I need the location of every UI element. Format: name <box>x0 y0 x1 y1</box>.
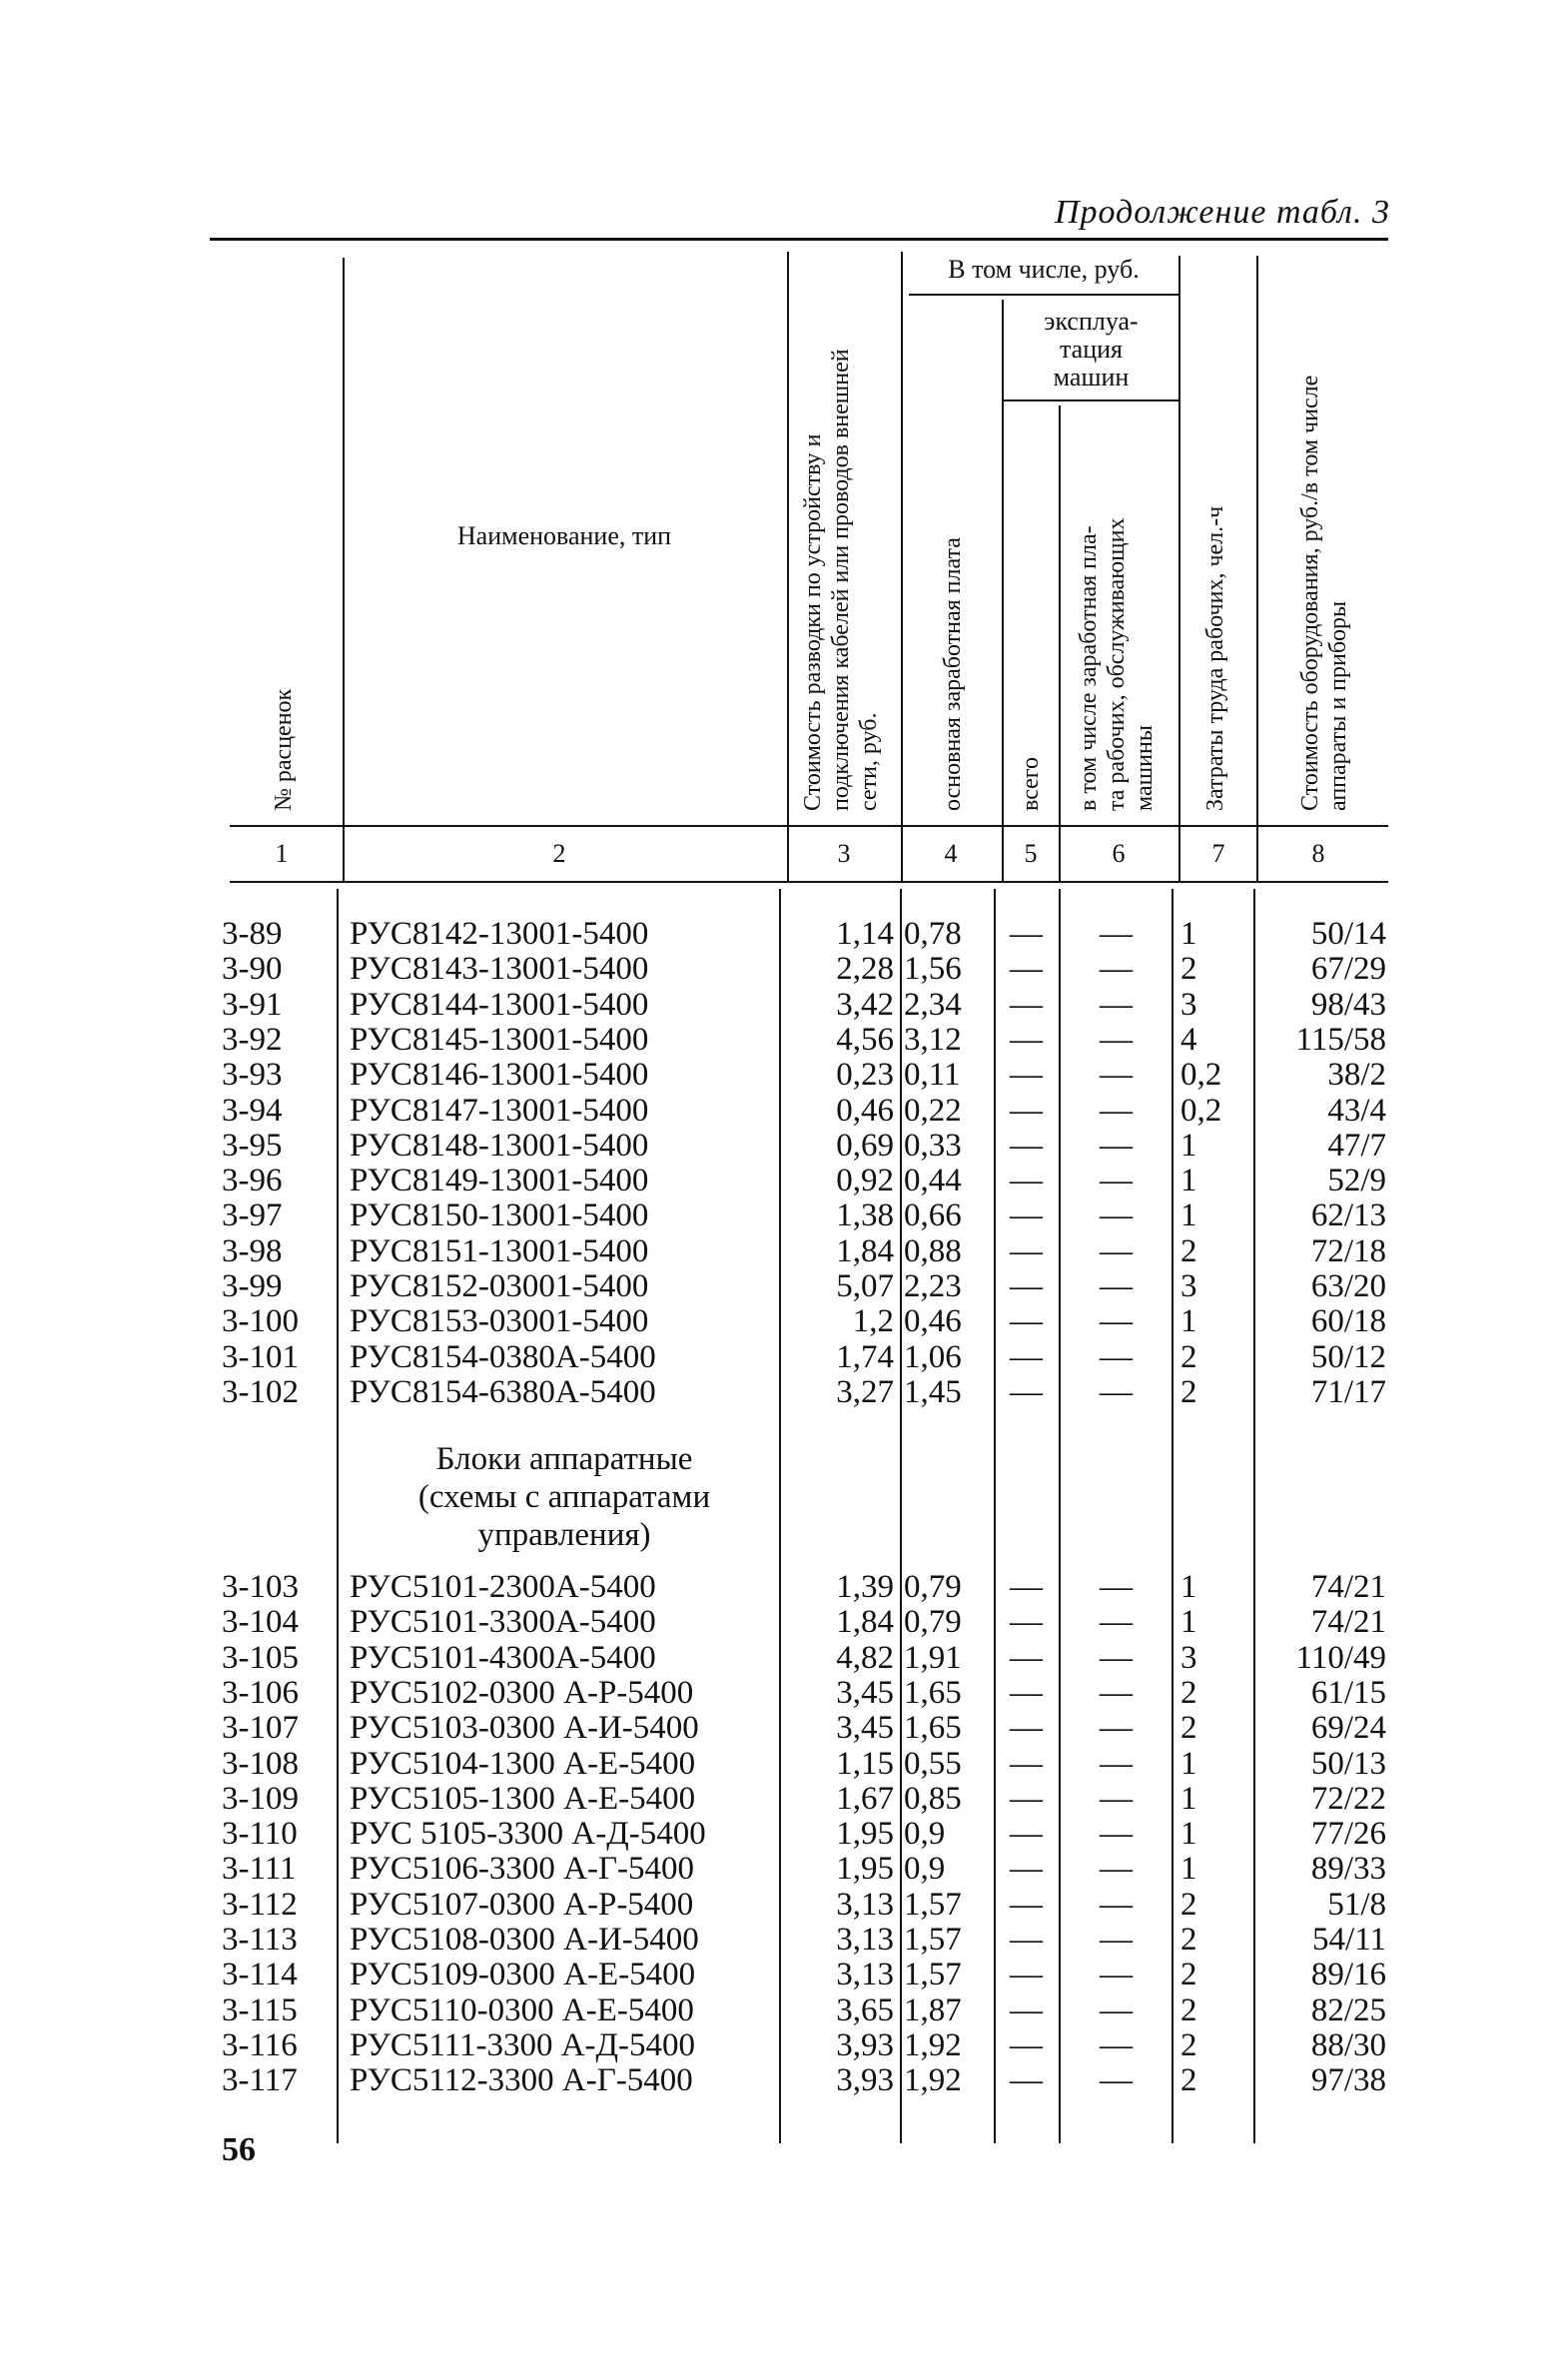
cell-c6: — <box>1100 1674 1133 1711</box>
cell-c6: — <box>1100 1057 1133 1094</box>
cell-c3: 3,13 <box>836 1957 894 1993</box>
row-number: 3-89 <box>222 916 283 952</box>
row-number: 3-98 <box>222 1232 283 1269</box>
cell-c4: 0,55 <box>904 1745 962 1782</box>
cell-c5: — <box>1010 1745 1043 1782</box>
cell-c4: 1,87 <box>904 1991 962 2028</box>
colnum-bottom-rule <box>230 881 1388 883</box>
row-name: РУС8151-13001-5400 <box>350 1232 649 1269</box>
cell-c3: 3,65 <box>836 1991 894 2028</box>
row-name: РУС5106-3300 А-Г-5400 <box>350 1851 695 1888</box>
cell-c8: 50/14 <box>1310 916 1386 952</box>
cell-c5: — <box>1010 1957 1043 1993</box>
cell-c7: 1 <box>1180 1745 1197 1782</box>
cell-c3: 3,13 <box>836 1886 894 1923</box>
cell-c7: 2 <box>1180 1957 1197 1993</box>
row-number: 3-105 <box>222 1639 299 1676</box>
cell-c5: — <box>1010 1303 1043 1340</box>
colnum-6: 6 <box>1112 839 1126 868</box>
cell-c6: — <box>1100 1851 1133 1888</box>
cell-c3: 2,28 <box>836 951 894 988</box>
row-name: РУС8144-13001-5400 <box>350 986 649 1023</box>
cell-c3: 0,92 <box>836 1163 894 1199</box>
cell-c3: 1,95 <box>836 1851 894 1888</box>
cell-c4: 2,23 <box>904 1268 962 1304</box>
cell-c5: — <box>1010 2062 1043 2099</box>
row-name: РУС5109-0300 А-Е-5400 <box>350 1957 696 1993</box>
row-number: 3-110 <box>222 1816 298 1853</box>
cell-c8: 97/38 <box>1310 2062 1386 2099</box>
cell-c8: 98/43 <box>1310 986 1386 1023</box>
cell-c3: 1,67 <box>836 1780 894 1817</box>
cell-c5: — <box>1010 1197 1043 1234</box>
cell-c6: — <box>1100 951 1133 988</box>
row-number: 3-99 <box>222 1268 283 1304</box>
cell-c3: 1,39 <box>836 1569 894 1605</box>
row-name: РУС5101-4300А-5400 <box>350 1639 656 1676</box>
header-divider-6 <box>1178 256 1180 881</box>
cell-c3: 1,14 <box>836 916 894 952</box>
cell-c6: — <box>1100 1816 1133 1853</box>
cell-c4: 0,9 <box>904 1851 946 1888</box>
cell-c6: — <box>1100 1745 1133 1782</box>
cell-c4: 0,78 <box>904 916 962 952</box>
row-number: 3-101 <box>222 1338 299 1375</box>
row-name: РУС8145-13001-5400 <box>350 1021 649 1058</box>
cell-c4: 0,33 <box>904 1127 962 1164</box>
cell-c7: 2 <box>1180 1338 1197 1375</box>
cell-c3: 1,84 <box>836 1232 894 1269</box>
cell-c6: — <box>1100 1710 1133 1747</box>
cell-c4: 0,66 <box>904 1197 962 1234</box>
header-col8: Стоимость оборудования, руб./в том числе аппараты и приборы <box>1297 375 1351 811</box>
cell-c6: — <box>1100 916 1133 952</box>
cell-c7: 2 <box>1180 1674 1197 1711</box>
cell-c3: 1,15 <box>836 1745 894 1782</box>
cell-c3: 0,69 <box>836 1127 894 1164</box>
cell-c7: 2 <box>1180 951 1197 988</box>
cell-c5: — <box>1010 1373 1043 1410</box>
cell-c8: 74/21 <box>1310 1569 1386 1605</box>
cell-c5: — <box>1010 1127 1043 1164</box>
row-name: РУС5105-1300 А-Е-5400 <box>350 1780 696 1817</box>
cell-c3: 0,46 <box>836 1092 894 1129</box>
cell-c8: 77/26 <box>1310 1816 1386 1853</box>
cell-c3: 5,07 <box>836 1268 894 1304</box>
row-name: РУС5104-1300 А-Е-5400 <box>350 1745 696 1782</box>
table-top-rule <box>210 238 1388 241</box>
cell-c7: 3 <box>1180 1639 1197 1676</box>
table-caption: Продолжение табл. 3 <box>1054 194 1390 231</box>
cell-c6: — <box>1100 1922 1133 1958</box>
cell-c5: — <box>1010 1851 1043 1888</box>
cell-c8: 82/25 <box>1310 1991 1386 2028</box>
cell-c5: — <box>1010 2026 1043 2063</box>
cell-c8: 74/21 <box>1310 1604 1386 1641</box>
row-number: 3-100 <box>222 1303 299 1340</box>
cell-c6: — <box>1100 1991 1133 2028</box>
cell-c8: 89/33 <box>1310 1851 1386 1888</box>
cell-c8: 43/4 <box>1327 1092 1386 1129</box>
header-col6: в том числе заработная пла- та рабочих, обслуживающих машины <box>1076 517 1158 811</box>
cell-c5: — <box>1010 951 1043 988</box>
cell-c7: 1 <box>1180 1604 1197 1641</box>
cell-c3: 4,82 <box>836 1639 894 1676</box>
row-number: 3-104 <box>222 1604 299 1641</box>
header-group: В том числе, руб. <box>948 255 1140 284</box>
cell-c8: 60/18 <box>1310 1303 1386 1340</box>
cell-c4: 0,44 <box>904 1163 962 1199</box>
cell-c7: 1 <box>1180 1780 1197 1817</box>
colnum-3: 3 <box>837 839 851 868</box>
body-divider-3 <box>900 889 902 2143</box>
cell-c3: 3,93 <box>836 2062 894 2099</box>
cell-c7: 2 <box>1180 1232 1197 1269</box>
header-bottom-rule <box>230 825 1388 827</box>
group-rule <box>909 294 1178 296</box>
subgroup-rule <box>1002 399 1178 401</box>
row-name: РУС8152-03001-5400 <box>350 1268 649 1304</box>
row-name: РУС5103-0300 А-И-5400 <box>350 1710 699 1747</box>
cell-c8: 115/58 <box>1295 1021 1386 1058</box>
cell-c8: 51/8 <box>1327 1886 1386 1923</box>
cell-c7: 1 <box>1180 1816 1197 1853</box>
row-name: РУС8150-13001-5400 <box>350 1197 649 1234</box>
cell-c7: 1 <box>1180 1163 1197 1199</box>
cell-c4: 1,65 <box>904 1674 962 1711</box>
cell-c7: 2 <box>1180 2026 1197 2063</box>
cell-c8: 89/16 <box>1310 1957 1386 1993</box>
header-col2: Наименование, тип <box>456 521 672 550</box>
row-number: 3-92 <box>222 1021 283 1058</box>
row-name: РУС8143-13001-5400 <box>350 951 649 988</box>
cell-c5: — <box>1010 1057 1043 1094</box>
cell-c8: 63/20 <box>1310 1268 1386 1304</box>
cell-c8: 88/30 <box>1310 2026 1386 2063</box>
cell-c6: — <box>1100 1127 1133 1164</box>
cell-c6: — <box>1100 1232 1133 1269</box>
row-number: 3-107 <box>222 1710 299 1747</box>
cell-c3: 1,38 <box>836 1197 894 1234</box>
cell-c4: 3,12 <box>904 1021 962 1058</box>
cell-c7: 2 <box>1180 1922 1197 1958</box>
cell-c6: — <box>1100 986 1133 1023</box>
row-name: РУС5102-0300 А-Р-5400 <box>350 1674 694 1711</box>
cell-c7: 1 <box>1180 1851 1197 1888</box>
cell-c8: 54/11 <box>1312 1922 1386 1958</box>
cell-c5: — <box>1010 1092 1043 1129</box>
section-title: Блоки аппаратные (схемы с аппаратами управления) <box>417 1441 711 1553</box>
cell-c3: 3,45 <box>836 1710 894 1747</box>
cell-c4: 1,65 <box>904 1710 962 1747</box>
cell-c7: 2 <box>1180 1710 1197 1747</box>
row-number: 3-95 <box>222 1127 283 1164</box>
page-number: 56 <box>222 2131 256 2168</box>
cell-c3: 4,56 <box>836 1021 894 1058</box>
cell-c4: 0,9 <box>904 1816 946 1853</box>
cell-c5: — <box>1010 1922 1043 1958</box>
cell-c5: — <box>1010 1816 1043 1853</box>
cell-c8: 52/9 <box>1327 1163 1386 1199</box>
cell-c7: 2 <box>1180 1991 1197 2028</box>
colnum-5: 5 <box>1024 839 1038 868</box>
row-name: РУС8154-0380А-5400 <box>350 1338 656 1375</box>
cell-c6: — <box>1100 1886 1133 1923</box>
row-number: 3-91 <box>222 986 283 1023</box>
cell-c6: — <box>1100 1197 1133 1234</box>
cell-c8: 71/17 <box>1310 1373 1386 1410</box>
cell-c7: 3 <box>1180 986 1197 1023</box>
cell-c5: — <box>1010 1886 1043 1923</box>
row-name: РУС8142-13001-5400 <box>350 916 649 952</box>
cell-c6: — <box>1100 2026 1133 2063</box>
row-number: 3-112 <box>222 1886 298 1923</box>
cell-c7: 0,2 <box>1180 1057 1222 1094</box>
cell-c6: — <box>1100 1569 1133 1605</box>
cell-c6: — <box>1100 1957 1133 1993</box>
cell-c7: 3 <box>1180 1268 1197 1304</box>
row-number: 3-117 <box>222 2062 298 2099</box>
cell-c7: 1 <box>1180 1569 1197 1605</box>
cell-c6: — <box>1100 1338 1133 1375</box>
row-name: РУС5101-2300А-5400 <box>350 1569 656 1605</box>
cell-c8: 67/29 <box>1310 951 1386 988</box>
cell-c4: 1,57 <box>904 1886 962 1923</box>
row-name: РУС8148-13001-5400 <box>350 1127 649 1164</box>
cell-c5: — <box>1010 1991 1043 2028</box>
cell-c3: 3,45 <box>836 1674 894 1711</box>
cell-c5: — <box>1010 1232 1043 1269</box>
row-name: РУС5111-3300 А-Д-5400 <box>350 2026 696 2063</box>
cell-c3: 0,23 <box>836 1057 894 1094</box>
header-subgroup: эксплуа- тация машин <box>1044 307 1139 392</box>
cell-c4: 0,11 <box>904 1057 961 1094</box>
row-name: РУС8146-13001-5400 <box>350 1057 649 1094</box>
row-name: РУС8153-03001-5400 <box>350 1303 649 1340</box>
body-divider-5 <box>1059 889 1061 2143</box>
cell-c3: 3,42 <box>836 986 894 1023</box>
cell-c7: 2 <box>1180 2062 1197 2099</box>
cell-c8: 62/13 <box>1310 1197 1386 1234</box>
header-col5: всего <box>1018 756 1044 811</box>
header-col1: № расценок <box>271 688 297 811</box>
cell-c8: 50/13 <box>1310 1745 1386 1782</box>
cell-c6: — <box>1100 1639 1133 1676</box>
cell-c6: — <box>1100 1303 1133 1340</box>
cell-c3: 1,95 <box>836 1816 894 1853</box>
cell-c6: — <box>1100 1373 1133 1410</box>
row-number: 3-108 <box>222 1745 299 1782</box>
cell-c7: 1 <box>1180 916 1197 952</box>
row-number: 3-103 <box>222 1569 299 1605</box>
cell-c3: 1,84 <box>836 1604 894 1641</box>
row-number: 3-113 <box>222 1922 298 1958</box>
cell-c6: — <box>1100 1780 1133 1817</box>
cell-c4: 0,88 <box>904 1232 962 1269</box>
colnum-1: 1 <box>275 839 289 868</box>
cell-c4: 1,57 <box>904 1922 962 1958</box>
cell-c6: — <box>1100 1604 1133 1641</box>
cell-c4: 0,22 <box>904 1092 962 1129</box>
header-col4: основная заработная плата <box>940 537 966 811</box>
cell-c5: — <box>1010 1780 1043 1817</box>
cell-c4: 0,79 <box>904 1569 962 1605</box>
body-divider-4 <box>994 889 996 2143</box>
cell-c3: 1,2 <box>852 1303 894 1340</box>
cell-c6: — <box>1100 1268 1133 1304</box>
cell-c8: 38/2 <box>1327 1057 1386 1094</box>
cell-c7: 0,2 <box>1180 1092 1222 1129</box>
cell-c7: 4 <box>1180 1021 1197 1058</box>
cell-c4: 1,06 <box>904 1338 962 1375</box>
cell-c4: 1,57 <box>904 1957 962 1993</box>
row-name: РУС5101-3300А-5400 <box>350 1604 656 1641</box>
cell-c3: 1,74 <box>836 1338 894 1375</box>
cell-c8: 72/18 <box>1310 1232 1386 1269</box>
cell-c8: 50/12 <box>1310 1338 1386 1375</box>
cell-c5: — <box>1010 1268 1043 1304</box>
colnum-7: 7 <box>1211 839 1225 868</box>
colnum-2: 2 <box>552 839 566 868</box>
cell-c8: 61/15 <box>1310 1674 1386 1711</box>
colnum-4: 4 <box>944 839 958 868</box>
cell-c5: — <box>1010 1639 1043 1676</box>
cell-c5: — <box>1010 1021 1043 1058</box>
colnum-8: 8 <box>1311 839 1325 868</box>
cell-c5: — <box>1010 1569 1043 1605</box>
cell-c5: — <box>1010 1710 1043 1747</box>
cell-c4: 0,79 <box>904 1604 962 1641</box>
row-number: 3-90 <box>222 951 283 988</box>
cell-c5: — <box>1010 1674 1043 1711</box>
cell-c4: 1,91 <box>904 1639 962 1676</box>
cell-c6: — <box>1100 1021 1133 1058</box>
cell-c3: 3,13 <box>836 1922 894 1958</box>
row-number: 3-94 <box>222 1092 283 1129</box>
cell-c4: 2,34 <box>904 986 962 1023</box>
row-name: РУС5110-0300 А-Е-5400 <box>350 1991 694 2028</box>
cell-c8: 72/22 <box>1310 1780 1386 1817</box>
cell-c7: 1 <box>1180 1303 1197 1340</box>
cell-c3: 3,93 <box>836 2026 894 2063</box>
row-number: 3-106 <box>222 1674 299 1711</box>
cell-c7: 1 <box>1180 1197 1197 1234</box>
cell-c7: 2 <box>1180 1886 1197 1923</box>
cell-c8: 110/49 <box>1295 1639 1386 1676</box>
header-divider-1 <box>343 258 345 881</box>
row-number: 3-96 <box>222 1163 283 1199</box>
header-divider-5 <box>1059 405 1061 881</box>
header-col7: Затраты труда рабочих, чел.-ч <box>1202 505 1228 811</box>
body-divider-7 <box>1253 889 1255 2143</box>
row-name: РУС 5105-3300 А-Д-5400 <box>350 1816 706 1853</box>
cell-c4: 1,45 <box>904 1373 962 1410</box>
row-name: РУС5107-0300 А-Р-5400 <box>350 1886 694 1923</box>
cell-c3: 3,27 <box>836 1373 894 1410</box>
row-name: РУС8149-13001-5400 <box>350 1163 649 1199</box>
cell-c4: 0,46 <box>904 1303 962 1340</box>
row-number: 3-115 <box>222 1991 298 2028</box>
cell-c5: — <box>1010 1163 1043 1199</box>
header-col3: Стоимость разводки по устройству и подключения кабелей или проводов внешней сети, руб. <box>800 349 882 811</box>
cell-c4: 1,92 <box>904 2062 962 2099</box>
cell-c7: 2 <box>1180 1373 1197 1410</box>
header-divider-2 <box>787 252 789 881</box>
body-divider-1 <box>337 889 339 2143</box>
row-number: 3-116 <box>222 2026 298 2063</box>
header-divider-7 <box>1256 256 1258 881</box>
row-number: 3-111 <box>222 1851 297 1888</box>
row-name: РУС8154-6380А-5400 <box>350 1373 656 1410</box>
header-divider-3 <box>901 252 903 881</box>
cell-c6: — <box>1100 1163 1133 1199</box>
body-divider-6 <box>1172 889 1174 2143</box>
row-number: 3-97 <box>222 1197 283 1234</box>
cell-c5: — <box>1010 1338 1043 1375</box>
row-number: 3-109 <box>222 1780 299 1817</box>
row-number: 3-102 <box>222 1373 299 1410</box>
cell-c7: 1 <box>1180 1127 1197 1164</box>
cell-c5: — <box>1010 916 1043 952</box>
row-name: РУС5108-0300 А-И-5400 <box>350 1922 699 1958</box>
cell-c4: 1,56 <box>904 951 962 988</box>
row-number: 3-114 <box>222 1957 298 1993</box>
cell-c8: 69/24 <box>1310 1710 1386 1747</box>
row-number: 3-93 <box>222 1057 283 1094</box>
cell-c5: — <box>1010 986 1043 1023</box>
cell-c8: 47/7 <box>1327 1127 1386 1164</box>
cell-c6: — <box>1100 1092 1133 1129</box>
row-name: РУС8147-13001-5400 <box>350 1092 649 1129</box>
cell-c4: 0,85 <box>904 1780 962 1817</box>
cell-c6: — <box>1100 2062 1133 2099</box>
cell-c5: — <box>1010 1604 1043 1641</box>
cell-c4: 1,92 <box>904 2026 962 2063</box>
row-name: РУС5112-3300 А-Г-5400 <box>350 2062 693 2099</box>
